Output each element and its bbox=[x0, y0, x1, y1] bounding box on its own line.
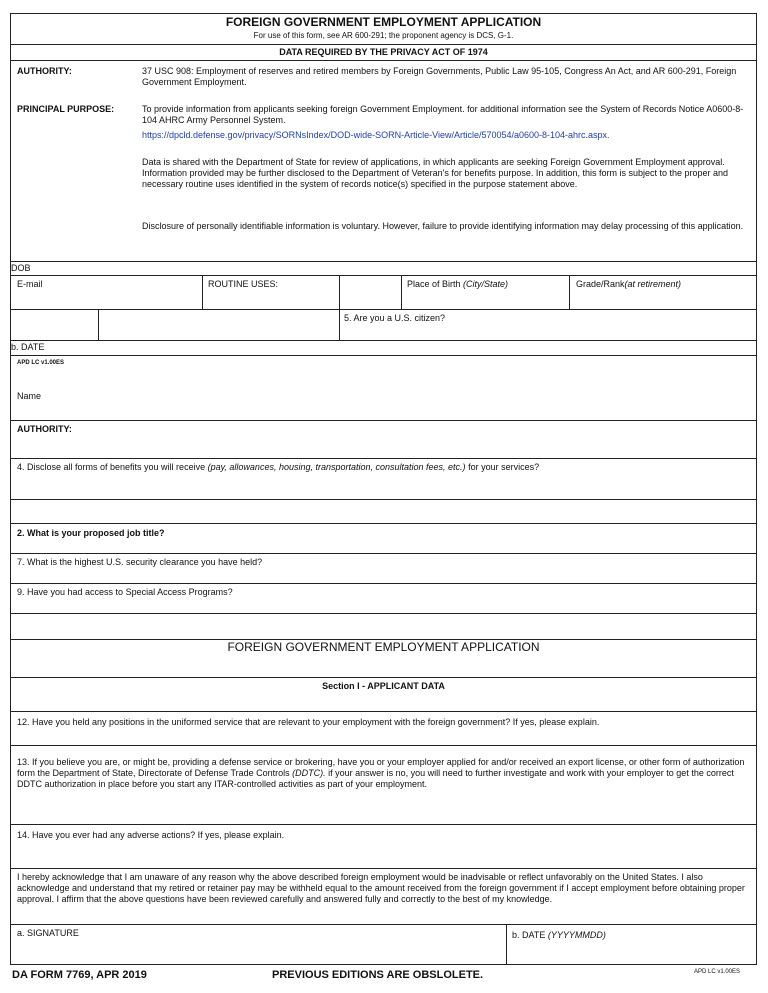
dob-label: DOB bbox=[11, 263, 31, 273]
privacy-act-heading: DATA REQUIRED BY THE PRIVACY ACT OF 1974 bbox=[279, 47, 488, 57]
name-label: Name bbox=[17, 391, 42, 401]
routine-uses-label: ROUTINE USES: bbox=[208, 279, 279, 289]
version-label-small: APD LC v1.00ES bbox=[17, 360, 65, 366]
section-i-title: Section I - APPLICANT DATA bbox=[322, 681, 445, 691]
us-citizen-question: 5. Are you a U.S. citizen? bbox=[344, 313, 446, 323]
footer-version: APD LC v1.00ES bbox=[694, 969, 741, 975]
signature-label: a. SIGNATURE bbox=[17, 928, 79, 938]
form-id: DA FORM 7769, APR 2019 bbox=[12, 969, 147, 981]
section-repeat-title: FOREIGN GOVERNMENT EMPLOYMENT APPLICATION bbox=[227, 640, 540, 654]
place-of-birth-label: Place of Birth (City/State) bbox=[407, 279, 509, 289]
question-14: 14. Have you ever had any adverse actions? If yes, please explain. bbox=[17, 830, 285, 840]
signature-date-label: b. DATE (YYYYMMDD) bbox=[512, 930, 606, 940]
question-13: 13. If you believe you are, or might be, providing a defense service or brokering, have you or your employer applied for and/or received an export license, or other form of authorization form the Department of State, Directorate of Defense Trade Controls (DDTC). if your answer is no, you will need to further investigate and work with your employer to get the correct DDTC authorization in place before you start any ITAR-controlled activities as part of your employment. bbox=[17, 757, 745, 789]
question-12: 12. Have you held any positions in the uniformed service that are relevant to your employment with the foreign government? If yes, please explain. bbox=[17, 717, 600, 727]
b-date-label: b. DATE bbox=[11, 342, 45, 352]
question-2: 2. What is your proposed job title? bbox=[17, 528, 165, 538]
form-title: FOREIGN GOVERNMENT EMPLOYMENT APPLICATION bbox=[225, 15, 542, 29]
question-9: 9. Have you had access to Special Access Programs? bbox=[17, 587, 233, 597]
form-subtitle: For use of this form, see AR 600-291; the proponent agency is DCS, G-1. bbox=[253, 31, 514, 40]
disclosure-text: Disclosure of personally identifiable information is voluntary. However, failure to provide identifying information may delay processing of this application. bbox=[142, 221, 744, 231]
grade-rank-label: Grade/Rank(at retirement) bbox=[576, 279, 682, 289]
sorn-link[interactable]: https://dpcld.defense.gov/privacy/SORNsIndex/DOD-wide-SORN-Article-View/Article/570054/a0600-8-104-ahrc.aspx. bbox=[142, 130, 610, 140]
question-7: 7. What is the highest U.S. security clearance you have held? bbox=[17, 557, 263, 567]
authority-label: AUTHORITY: bbox=[17, 66, 72, 76]
email-label: E-mail bbox=[17, 279, 43, 289]
principal-purpose-label: PRINCIPAL PURPOSE: bbox=[17, 104, 115, 114]
question-4: 4. Disclose all forms of benefits you will receive (pay, allowances, housing, transportation, consultation fees, etc.) for your services? bbox=[17, 462, 540, 472]
form-frame bbox=[10, 13, 757, 965]
acknowledgement-text: I hereby acknowledge that I am unaware of any reason why the above described foreign employment would be inadvisable or reflect unfavorably on the United States. I also acknowledge and understand that my retired or retainer pay may be withheld equal to the amount received from the foreign government if I accept employment before obtaining proper approval. I affirm that the above questions have been reviewed carefully and answered fully and correctly to the best of my knowledge. bbox=[17, 872, 745, 904]
previous-editions-note: PREVIOUS EDITIONS ARE OBSLOLETE. bbox=[272, 969, 484, 981]
routine-uses-text: Data is shared with the Department of State for review of applications, in which applicants are seeking Foreign Government Employment approval. Information provided may be further disclosed to the Department of Veteran's for benefits purpose. In addition, this form is subject to the proper and necessary routine uses identified in the system of records notice(s) specified in the purpose statement above. bbox=[142, 157, 729, 189]
authority-label-2: AUTHORITY: bbox=[17, 424, 72, 434]
principal-purpose-text: To provide information from applicants seeking foreign Government Employment. for additional information see the System of Records Notice A0600-8-104 AHRC Army Personnel System. bbox=[142, 104, 744, 125]
authority-text: 37 USC 908: Employment of reserves and retired members by Foreign Governments, Public Law 95-105, Congress An Act, and AR 600-291, Foreign Government Employment. bbox=[142, 66, 737, 87]
